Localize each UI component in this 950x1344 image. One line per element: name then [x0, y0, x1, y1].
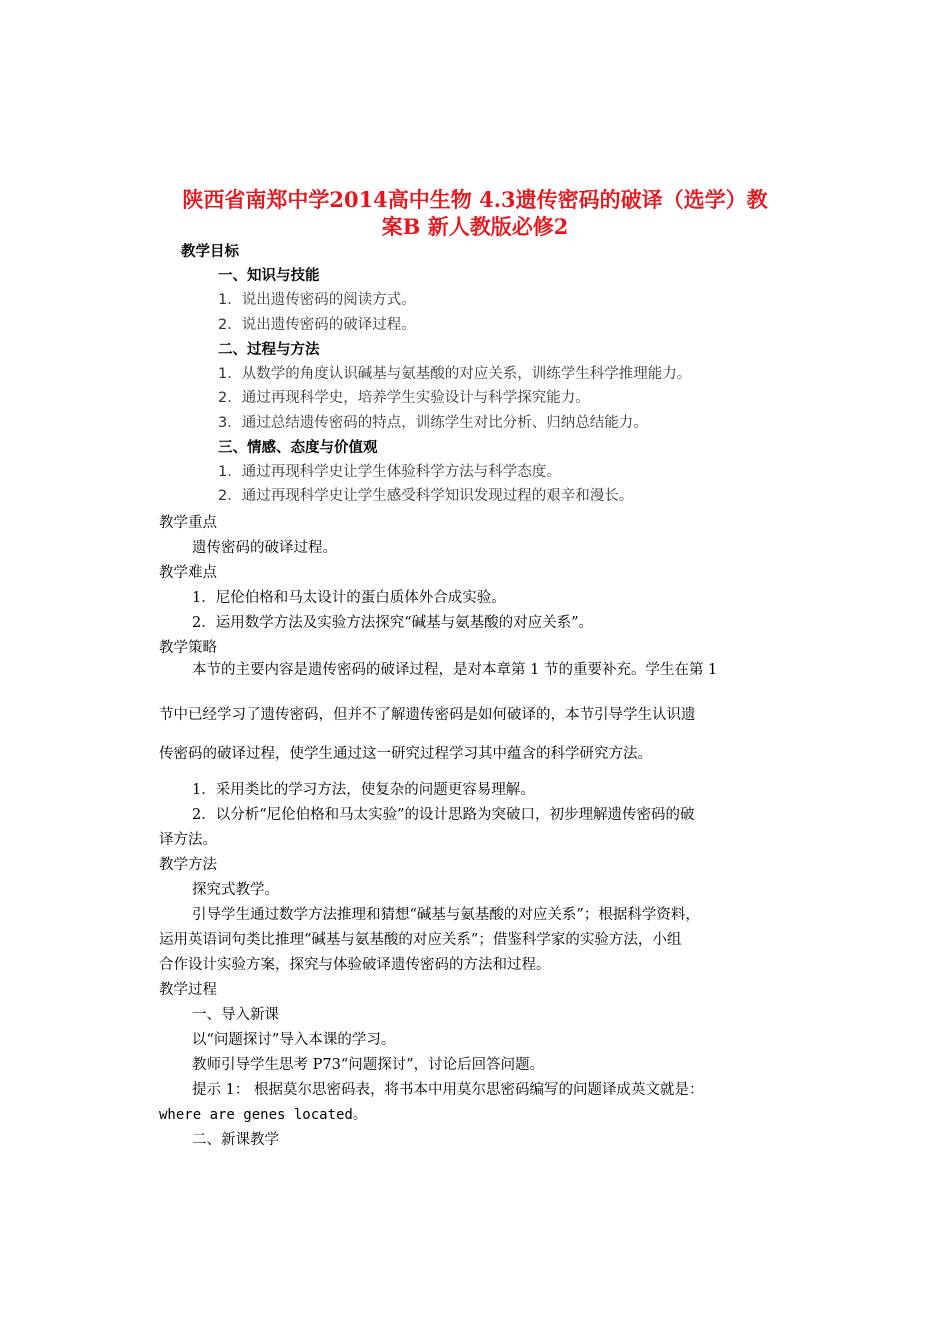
strategy-item-1: 1．采用类比的学习方法，使复杂的问题更容易理解。 [192, 782, 535, 798]
method-heading: 教学方法 [159, 857, 217, 873]
process-section-2: 二、新课教学 [192, 1132, 279, 1148]
objectives-s2-item-2: 2．通过再现科学史，培养学生实验设计与科学探究能力。 [218, 390, 590, 406]
objectives-s2-item-1: 1．从数学的角度认识碱基与氨基酸的对应关系，训练学生科学推理能力。 [218, 366, 692, 382]
objectives-section-1-heading: 一、知识与技能 [218, 268, 320, 284]
strategy-item-2-line-2: 译方法。 [159, 832, 217, 848]
strategy-heading: 教学策略 [159, 640, 217, 656]
objectives-s2-item-3: 3．通过总结遗传密码的特点，训练学生对比分析、归纳总结能力。 [218, 415, 648, 431]
strategy-paragraph-line-3: 传密码的破译过程，使学生通过这一研究过程学习其中蕴含的科学研究方法。 [159, 746, 652, 762]
difficulty-item-2: 2．运用数学方法及实验方法探究“碱基与氨基酸的对应关系”。 [192, 615, 594, 631]
method-paragraph-line-3: 合作设计实验方案，探究与体验破译遗传密码的方法和过程。 [159, 957, 551, 973]
objectives-section-3-heading: 三、情感、态度与价值观 [218, 440, 378, 456]
document-title [160, 186, 790, 240]
title-line-1: 陕西省南郑中学2014高中生物 4.3遗传密码的破译（选学）教 [182, 187, 768, 212]
process-heading: 教学过程 [159, 982, 217, 998]
process-section-1: 一、导入新课 [192, 1007, 279, 1023]
method-paragraph-line-1: 引导学生通过数学方法推理和猜想“碱基与氨基酸的对应关系”；根据科学资料， [192, 907, 700, 923]
process-line-4: where are genes located。 [159, 1107, 367, 1123]
difficulty-heading: 教学难点 [159, 565, 217, 581]
objectives-s3-item-1: 1．通过再现科学史让学生体验科学方法与科学态度。 [218, 464, 561, 480]
strategy-paragraph-line-1: 本节的主要内容是遗传密码的破译过程，是对本章第 1 节的重要补充。学生在第 1 [192, 662, 718, 678]
method-line: 探究式教学。 [192, 882, 279, 898]
process-line-2: 教师引导学生思考 P73“问题探讨”，讨论后回答问题。 [192, 1057, 545, 1073]
objectives-s3-item-2: 2．通过再现科学史让学生感受科学知识发现过程的艰辛和漫长。 [218, 488, 634, 504]
process-line-3: 提示 1： 根据莫尔思密码表，将书本中用莫尔思密码编写的问题译成英文就是： [192, 1082, 704, 1098]
objectives-section-2-heading: 二、过程与方法 [218, 342, 320, 358]
strategy-item-2-line-1: 2．以分析“尼伦伯格和马太实验”的设计思路为突破口，初步理解遗传密码的破 [192, 807, 695, 823]
objectives-s1-item-1: 1．说出遗传密码的阅读方式。 [218, 292, 416, 308]
title-line-2: 案B 新人教版必修2 [381, 214, 569, 239]
focus-heading: 教学重点 [159, 515, 217, 531]
method-paragraph-line-2: 运用英语词句类比推理“碱基与氨基酸的对应关系”；借鉴科学家的实验方法，小组 [159, 932, 682, 948]
process-line-1: 以“问题探讨”导入本课的学习。 [192, 1032, 396, 1048]
objectives-heading: 教学目标 [181, 244, 239, 260]
focus-text: 遗传密码的破译过程。 [192, 540, 337, 556]
objectives-s1-item-2: 2．说出遗传密码的破译过程。 [218, 317, 416, 333]
difficulty-item-1: 1．尼伦伯格和马太设计的蛋白质体外合成实验。 [192, 590, 506, 606]
strategy-paragraph-line-2: 节中已经学习了遗传密码，但并不了解遗传密码是如何破译的，本节引导学生认识遗 [159, 707, 696, 723]
